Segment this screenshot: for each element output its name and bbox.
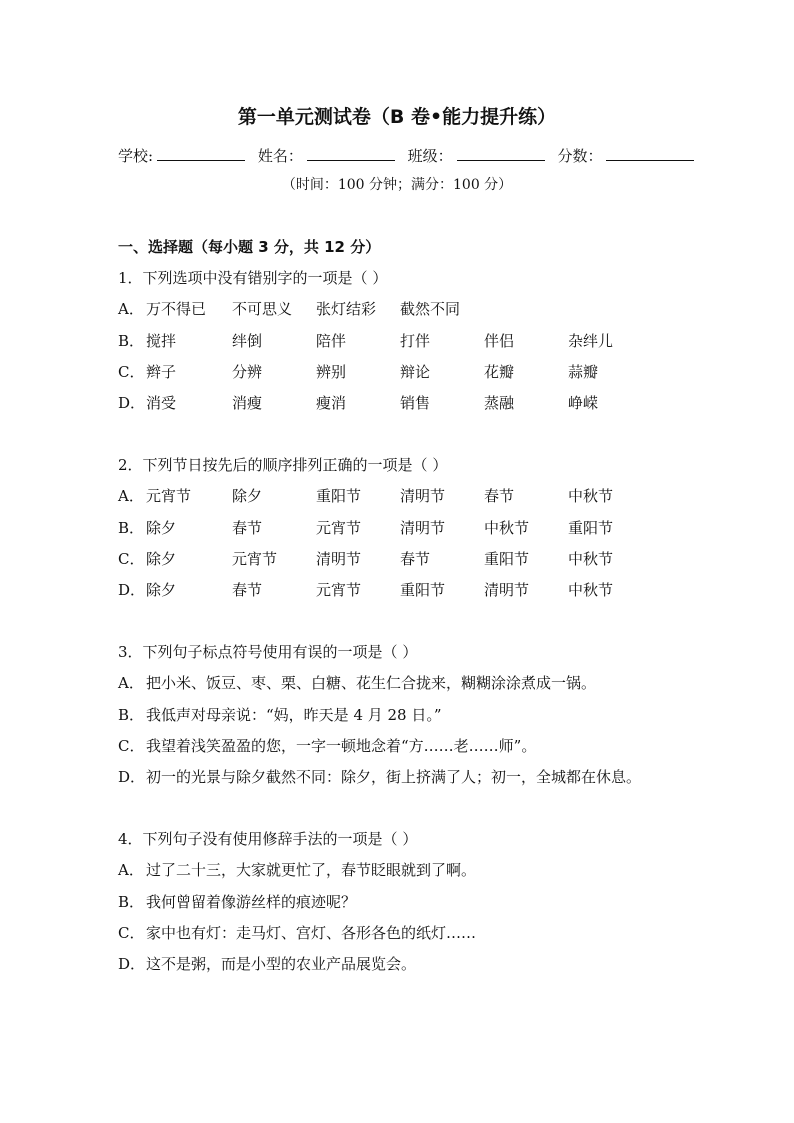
option-item: 中秋节 (484, 518, 530, 537)
option-item: 绊倒 (232, 331, 263, 350)
option-item: 元宵节 (316, 581, 362, 600)
option-item: 元宵节 (232, 549, 278, 568)
option-item: 清明节 (400, 518, 446, 537)
option-item: 万不得已 (146, 300, 207, 319)
school-blank (157, 144, 245, 161)
option-c (118, 918, 698, 949)
option-item: 瘦消 (316, 394, 347, 413)
question-stem: 1．下列选项中没有错别字的一项是（ ） (118, 269, 388, 287)
option-b (118, 887, 698, 918)
class-blank (457, 144, 545, 161)
question-stem: 4．下列句子没有使用修辞手法的一项是（ ） (118, 830, 418, 848)
option-item: 辨别 (316, 362, 347, 381)
option-item: 消受 (146, 394, 177, 413)
option-item: 不可思义 (232, 300, 293, 319)
option-letter: C． (118, 736, 145, 755)
option-letter: D． (118, 955, 146, 974)
option-item: 除夕 (146, 581, 177, 600)
option-item: 春节 (400, 549, 431, 568)
option-letter: C． (118, 549, 145, 568)
option-item: 打伴 (400, 331, 431, 350)
student-info-row (118, 144, 678, 167)
option-letter: B． (118, 705, 145, 724)
option-item: 分辨 (232, 362, 263, 381)
option-a (118, 294, 698, 325)
option-text: 这不是粥，而是小型的农业产品展览会。 (146, 955, 417, 974)
option-item: 元宵节 (316, 518, 362, 537)
option-item: 辫子 (146, 362, 177, 381)
question-2 (118, 450, 698, 606)
option-letter: A． (118, 487, 144, 506)
option-item: 春节 (232, 518, 263, 537)
option-letter: B． (118, 892, 145, 911)
class-field (408, 144, 545, 167)
score-field (557, 144, 694, 167)
option-item: 消瘦 (232, 394, 263, 413)
option-item: 除夕 (146, 549, 177, 568)
option-item: 搅拌 (146, 331, 177, 350)
class-label: 班级： (407, 147, 453, 165)
option-item: 截然不同 (400, 300, 461, 319)
option-letter: A． (118, 861, 144, 880)
name-field (258, 144, 395, 167)
question-4 (118, 824, 698, 980)
name-blank (307, 144, 395, 161)
option-item: 销售 (400, 394, 431, 413)
option-c (118, 357, 698, 388)
option-item: 除夕 (232, 487, 263, 506)
option-letter: B． (118, 518, 145, 537)
score-blank (606, 144, 694, 161)
option-item: 元宵节 (146, 487, 192, 506)
option-b (118, 700, 698, 731)
option-letter: B． (118, 331, 145, 350)
option-item: 春节 (232, 581, 263, 600)
option-letter: D． (118, 581, 146, 600)
option-item: 清明节 (484, 581, 530, 600)
option-a (118, 855, 698, 886)
time-and-score-note: （时间：100 分钟；满分：100 分） (281, 177, 513, 193)
question-stem: 2．下列节日按先后的顺序排列正确的一项是（ ） (118, 456, 448, 474)
option-d (118, 762, 698, 793)
option-letter: C． (118, 362, 145, 381)
option-item: 清明节 (316, 549, 362, 568)
option-d (118, 949, 698, 980)
option-item: 蒜瓣 (568, 362, 599, 381)
option-item: 重阳节 (484, 549, 530, 568)
option-item: 中秋节 (568, 487, 614, 506)
option-item: 重阳节 (316, 487, 362, 506)
option-item: 春节 (484, 487, 515, 506)
option-item: 除夕 (146, 518, 177, 537)
option-item: 蒸融 (484, 394, 515, 413)
option-c (118, 544, 698, 575)
question-3 (118, 637, 698, 793)
option-b (118, 326, 698, 357)
question-1 (118, 263, 698, 419)
option-d (118, 388, 698, 419)
score-label: 分数： (557, 147, 603, 165)
option-item: 重阳节 (568, 518, 614, 537)
page-title: 第一单元测试卷（B 卷•能力提升练） (237, 106, 557, 128)
option-item: 伴侣 (484, 331, 515, 350)
option-item: 张灯结彩 (316, 300, 377, 319)
option-item: 陪伴 (316, 331, 347, 350)
option-text: 初一的光景与除夕截然不同：除夕，街上挤满了人；初一，全城都在休息。 (146, 768, 642, 787)
option-letter: A． (118, 674, 144, 693)
option-letter: D． (118, 768, 146, 787)
option-item: 花瓣 (484, 362, 515, 381)
option-text: 我何曾留着像游丝样的痕迹呢？ (146, 892, 357, 911)
option-a (118, 481, 698, 512)
question-stem: 3．下列句子标点符号使用有误的一项是（ ） (118, 643, 418, 661)
option-b (118, 513, 698, 544)
name-label: 姓名： (257, 147, 303, 165)
option-item: 中秋节 (568, 581, 614, 600)
option-text: 家中也有灯：走马灯、宫灯、各形各色的纸灯…… (146, 923, 477, 942)
option-letter: C． (118, 923, 145, 942)
option-letter: A． (118, 300, 144, 319)
option-item: 辩论 (400, 362, 431, 381)
option-item: 清明节 (400, 487, 446, 506)
school-field (118, 144, 245, 167)
option-item: 重阳节 (400, 581, 446, 600)
option-a (118, 668, 698, 699)
option-letter: D． (118, 394, 146, 413)
option-text: 我望着浅笑盈盈的您，一字一顿地念着“方……老……师”。 (146, 736, 537, 755)
option-item: 中秋节 (568, 549, 614, 568)
option-text: 我低声对母亲说：“妈，昨天是 4 月 28 日。” (146, 705, 442, 724)
option-text: 过了二十三，大家就更忙了，春节眨眼就到了啊。 (146, 861, 477, 880)
section-heading: 一、选择题（每小题 3 分，共 12 分） (118, 238, 381, 256)
option-d (118, 575, 698, 606)
option-item: 峥嵘 (568, 394, 599, 413)
option-text: 把小米、饭豆、枣、栗、白糖、花生仁合拢来，糊糊涂涂煮成一锅。 (146, 674, 597, 693)
option-c (118, 731, 698, 762)
option-item: 杂绊儿 (568, 331, 614, 350)
school-label: 学校: (118, 147, 154, 165)
